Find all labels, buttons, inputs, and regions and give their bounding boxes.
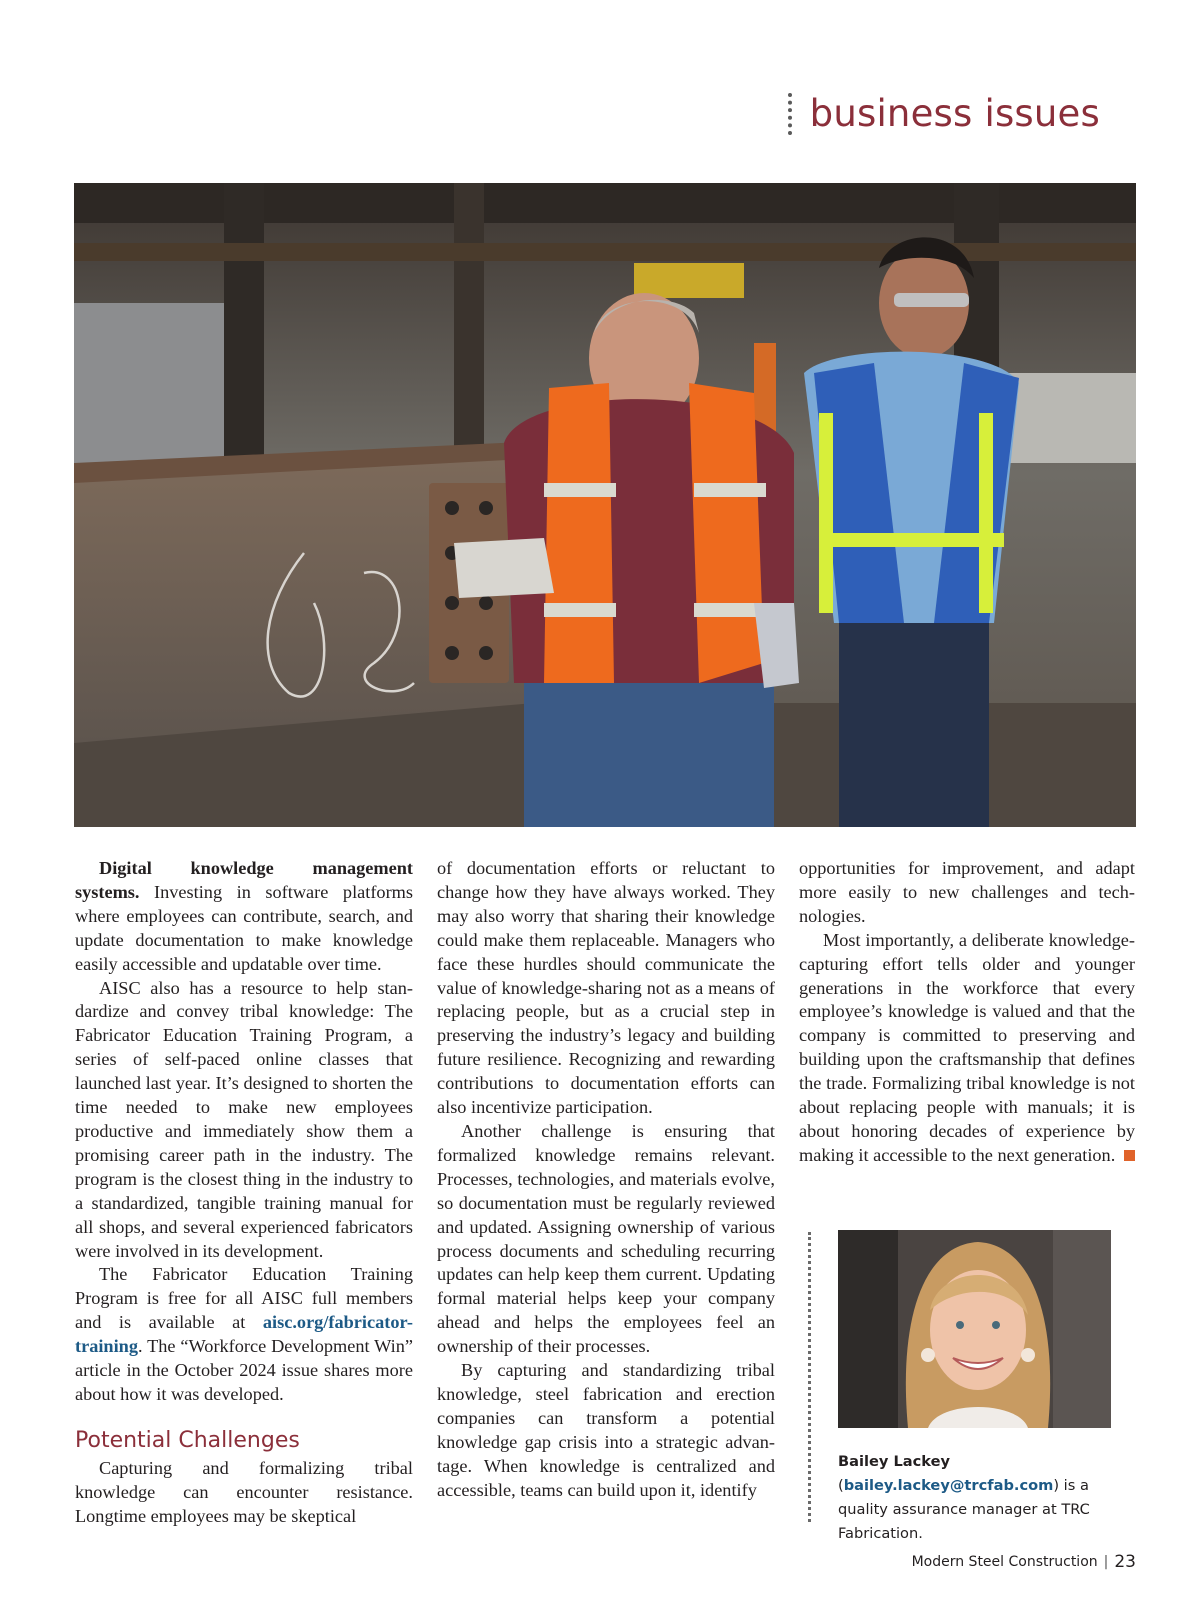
hero-photo-illustration bbox=[74, 183, 1136, 827]
run-in-heading: Digital knowledge management systems. bbox=[75, 858, 413, 902]
paragraph: AISC also has a resource to help standardize and convey tribal knowledge: The Fabricator Education Training Program, a series of self-paced online classes that launched last year. It’s designed to shorten the time needed to make new employees productive and immediately show them a promising career path in the industry. The program is the closest thing in the industry to a standardized, tangible training manual for all shops, and several experienced fabricators were involved in its development. bbox=[75, 977, 413, 1261]
paragraph-text: The Fabricator Education Training Program is free for all AISC full members and is available at bbox=[75, 1264, 413, 1333]
author-portrait-illustration bbox=[838, 1230, 1111, 1428]
article-column-3 bbox=[799, 857, 1135, 1168]
paragraph: opportunities for improvement, and adapt more easily to new challenges and technologies. bbox=[799, 858, 1135, 926]
article-column-1 bbox=[75, 857, 413, 1529]
paragraph: Another challenge is ensuring that formalized knowledge remains relevant. Processes, technologies, and materials evolve, so documentation must be regularly reviewed and updated. Assigning ownership of various process documents and scheduling recurring updates can help keep them current. Updating formal material helps keep your company ahead and helps the employees feel an ownership of their processes. bbox=[437, 1120, 775, 1357]
author-bio-open: ( bbox=[838, 1477, 844, 1494]
author-bio-text: ) is a quality assurance manager at TRC Fabrication. bbox=[838, 1477, 1090, 1542]
paragraph-text: . The “Workforce Development Win” article in the October 2024 issue shares more about how it was developed. bbox=[75, 1336, 413, 1404]
author-dotted-rule bbox=[808, 1232, 811, 1522]
section-header bbox=[788, 92, 1100, 135]
header-dotted-rule bbox=[788, 93, 792, 135]
paragraph: of documentation efforts or reluctant to change how they have always worked. They may also worry that sharing their knowledge could make them replaceable. Managers who face these hurdles should communicate the value of knowledge-sharing not as a means of replacing people, but as a crucial step in preserving the industry’s legacy and building future resilience. Recognizing and rewarding contributions to documentation efforts can also incentivize participation. bbox=[437, 858, 775, 1118]
section-title: business issues bbox=[809, 92, 1100, 135]
paragraph bbox=[75, 1263, 413, 1406]
author-name: Bailey Lackey bbox=[838, 1453, 950, 1470]
fabricator-training-link[interactable]: aisc.org/fabricator-training bbox=[75, 1312, 413, 1357]
paragraph: By capturing and standardizing tribal knowledge, steel fabrication and erection companies can transform a potential knowledge gap crisis into a strategic advantage. When knowledge is centralized and accessible, teams can build upon it, identify bbox=[437, 1360, 775, 1500]
paragraph bbox=[75, 857, 413, 977]
end-of-article-mark bbox=[1124, 1150, 1135, 1161]
page-number: 23 bbox=[1114, 1552, 1136, 1572]
paragraph: Capturing and formalizing tribal knowledge can encounter resistance. Longtime employees may be skeptical bbox=[75, 1457, 413, 1526]
paragraph-text: Most importantly, a deliberate knowledge-capturing effort tells older and younger generations in the workforce that every employee’s knowledge is valued and that the company is committed to preserving and building upon the craftsmanship that defines the trade. Formalizing tribal knowledge is not about replacing people with manuals; it is about honoring decades of experience by making it accessible to the next generation. bbox=[799, 929, 1135, 1165]
article-column-2 bbox=[437, 857, 775, 1502]
footer-separator: | bbox=[1103, 1554, 1109, 1570]
subheading-potential-challenges: Potential Challenges bbox=[75, 1427, 300, 1453]
paragraph bbox=[799, 929, 1135, 1168]
paragraph-text: Investing in software platforms where employees can contribute, search, and update documentation to make knowledge easily accessible and updatable over time. bbox=[75, 881, 413, 974]
author-photo bbox=[838, 1230, 1111, 1428]
author-email-link[interactable]: bailey.lackey@trcfab.com bbox=[843, 1477, 1054, 1494]
hero-photo bbox=[74, 183, 1136, 827]
page-footer bbox=[912, 1552, 1136, 1572]
author-bio bbox=[838, 1450, 1138, 1546]
magazine-name: Modern Steel Construction bbox=[911, 1554, 1098, 1570]
